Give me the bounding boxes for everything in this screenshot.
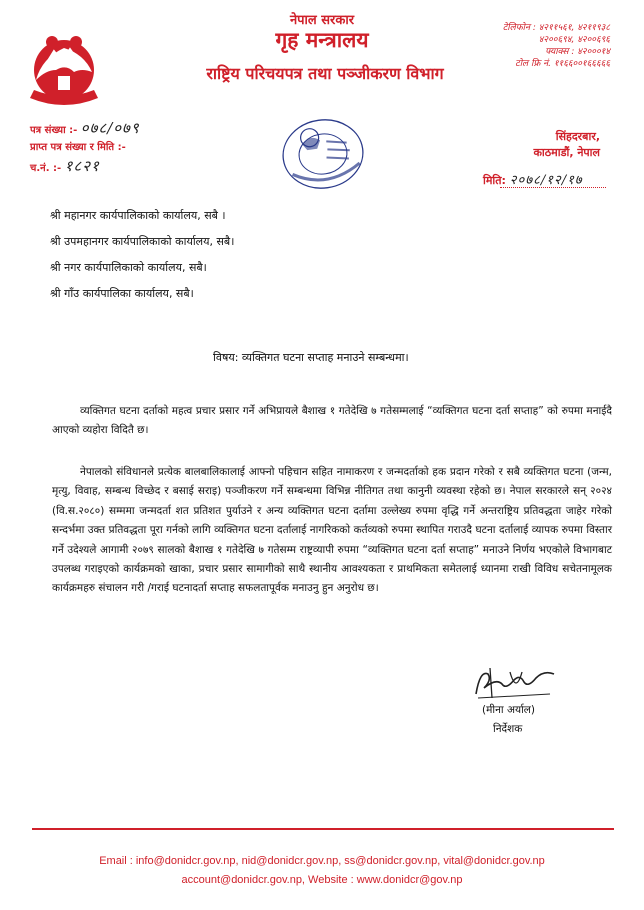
signer-title: निर्देशक (493, 723, 523, 735)
telephone-line: टेलिफोन : ४२११५६१, ४२११९३८ (502, 23, 610, 33)
letter-number-value: ०७८/०७९ (80, 119, 140, 137)
government-name: नेपाल सरकार (289, 13, 355, 28)
telephone-line-2: ४२००६९४, ४२००६९६ (538, 35, 610, 45)
office-seal-icon (278, 112, 368, 196)
toll-free-line: टोल फ्रि नं. ११६६००१६६६६६ (515, 59, 610, 69)
footer-website-line: account@donidcr.gov.np, Website : www.donidcr@gov.np (181, 874, 463, 886)
address-line-1: सिंहदरबार, (555, 130, 600, 143)
ministry-name: गृह मन्त्रालय (275, 28, 369, 52)
footer-email-line: Email : info@donidcr.gov.np, nid@donidcr.gov.np, ss@donidcr.gov.np, vital@donidcr.gov.np (99, 855, 545, 867)
addressee-municipality: श्री नगर कार्यपालिकाको कार्यालय, सबै। (50, 261, 207, 274)
date-label: मिति: (483, 174, 506, 187)
addressee-rural-municipality: श्री गाँउ कार्यपालिका कार्यालय, सबै। (50, 287, 194, 300)
date-row (483, 170, 583, 188)
letter-number-row (30, 118, 140, 138)
date-value: २०७८/१२/१७ (509, 173, 583, 188)
department-name: राष्ट्रिय परिचयपत्र तथा पञ्जीकरण विभाग (206, 64, 444, 83)
body-paragraph-2-text: नेपालको संविधानले प्रत्येक बालबालिकालाई आफ्नो पहिचान सहित नामाकरण र जन्मदर्ताको हक प्रदान गरेको र सबै व्यक्तिगत घटना (जन्म, मृत्यु, विवाह, सम्बन्ध विच्छेद र बसाई सराइ) पञ्जीकरण गर्ने सम्बन्धमा विभिन्न नीतिगत तथा कानुनी व्यवस्था रहेको छ। नेपाल सरकारले सन् २०२४ (वि.स.२०८०) सम्ममा जन्मदर्ता शत प्रतिशत पुर्याउने र अन्य व्यक्तिगत घटना दर्तामा उल्लेख्य रुपमा वृद्धि गर्ने अन्तराष्ट्रिय प्रतिवद्धता जाहेर गरेको सन्दर्भमा उक्त प्रतिवद्धता पूरा गर्नको लागि व्यक्तिगत घटना दर्तालाई नागरिकको कर्तव्यको रुपमा स्थापित गराउदै घटना दर्तालाई व्यापक रुपमा विस्तार गर्ने उदेश्यले आगामी २०७९ सालको बैशाख १ गतेदेखि ७ गतेसम्म राष्ट्रव्यापी रुपमा “व्यक्तिगत घटना दर्ता सप्ताह” मनाउने निर्णय भएकोले विभागबाट उपलब्ध गराइएको कार्यक्रमको खाका, प्रचार प्रसार सामागीको साथै स्थानीय आवश्यकता र प्राथमिकता समेतलाई ध्यानमा राखी विविध सचेतनामूलक कार्यक्रमहरु संचालन गरी /गराई घटनादर्ता सप्ताह सफलतापूर्वक मनाउनु हुन अनुरोध छ। (52, 466, 612, 595)
body-paragraph-1-text: व्यक्तिगत घटना दर्ताको महत्व प्रचार प्रसार गर्ने अभिप्रायले बैशाख १ गतेदेखि ७ गतेसम्मलाई “व्यक्तिगत घटना दर्ता सप्ताह” को रुपमा मनाईदै आएको व्यहोरा विदितै छ। (52, 405, 612, 437)
body-paragraph-1 (52, 402, 612, 441)
received-letter-label: प्राप्त पत्र संख्या र मिति :- (30, 142, 126, 153)
date-underline (500, 187, 606, 188)
dispatch-number-row (30, 156, 100, 176)
addressee-metropolitan: श्री महानगर कार्यपालिकाको कार्यालय, सबै । (50, 209, 226, 222)
body-paragraph-2 (52, 463, 612, 599)
letter-number-label: पत्र संख्या :- (30, 125, 78, 136)
dispatch-number-label: च.नं. :- (30, 163, 62, 174)
fax-line: फ्याक्स : ४२०००१४ (545, 47, 610, 57)
contact-block (503, 22, 610, 70)
dispatch-number-value: १८२१ (64, 157, 100, 175)
signer-name: (मीना अर्याल) (482, 704, 536, 716)
footer-divider (32, 828, 614, 830)
subject-line: विषय: व्यक्तिगत घटना सप्ताह मनाउने सम्बन्धमा। (213, 351, 409, 364)
nepal-emblem-icon (22, 28, 106, 112)
signature-icon (470, 664, 560, 702)
address-line-2: काठमाडौं, नेपाल (533, 146, 600, 159)
addressee-sub-metropolitan: श्री उपमहानगर कार्यपालिकाको कार्यालय, सबै। (50, 235, 235, 248)
